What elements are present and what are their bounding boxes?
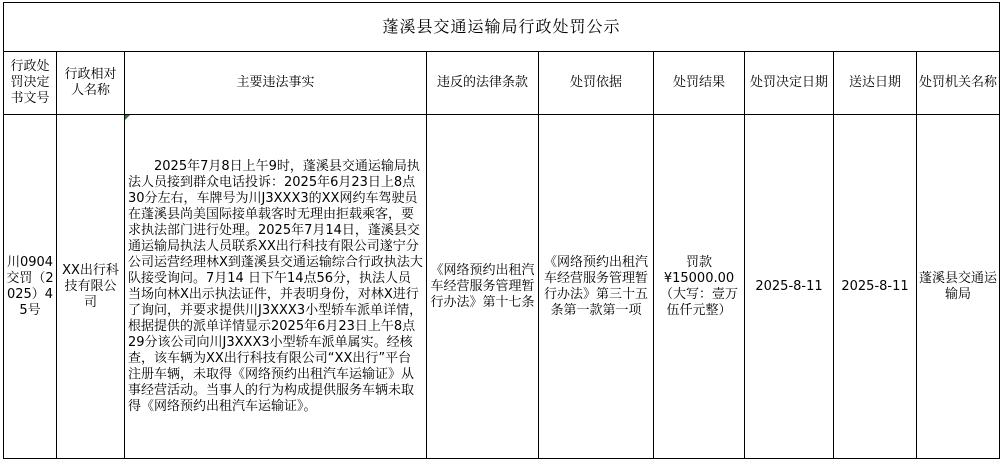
cell-law: 《网络预约出租汽车经营服务管理暂行办法》第十七条 xyxy=(427,115,539,459)
result-line-amount: ¥15000.00 xyxy=(663,270,735,286)
header-basis: 处罚依据 xyxy=(539,52,654,115)
page-title: 蓬溪县交通运输局行政处罚公示 xyxy=(4,3,1000,52)
cell-facts xyxy=(125,115,427,459)
header-party: 行政相对人名称 xyxy=(57,52,125,115)
result-line-capital: （大写：壹万伍仟元整） xyxy=(659,286,738,318)
header-facts: 主要违法事实 xyxy=(125,52,427,115)
cell-basis: 《网络预约出租汽车经营服务管理暂行办法》第三十五条第一款第一项 xyxy=(539,115,654,459)
header-law: 违反的法律条款 xyxy=(427,52,539,115)
cell-comment-marker xyxy=(125,115,130,120)
header-doc-no: 行政处罚决定书文号 xyxy=(4,52,57,115)
cell-decision-date: 2025-8-11 xyxy=(745,115,834,459)
facts-text: 2025年7月8日上午9时，蓬溪县交通运输局执法人员接到群众电话投诉：2025年6月23日上8点30分左右，车牌号为川J3XXX3的XX网约车驾驶员在蓬溪县尚美国际接单载客时无理由拒载乘客，要求执法部门进行处理。2025年7月14日，蓬溪县交通运输局执法人员联系XX出行科技有限公司遂宁分公司运营经理林X到蓬溪县交通运输综合行政执法大队接受询问。7月14 日下午14点56分，执法人员当场向林X出示执法证件，并表明身份，对林X进行了询问，并要求提供川J3XXX3小型轿车派单详情，根据提供的派单详情显示2025年6月23日上午8点29分该公司向川J3XXX3小型轿车派单属实。经核查，该车辆为XX出行科技有限公司“XX出行”平台注册车辆，未取得《网络预约出租汽车运输证》从事经营活动。当事人的行为构成提供服务车辆未取得《网络预约出租汽车运输证》。 xyxy=(128,158,423,414)
cell-doc-no: 川0904交罚（2025）45号 xyxy=(4,115,57,459)
header-row xyxy=(4,52,1000,115)
penalty-table xyxy=(3,2,1000,459)
header-authority: 处罚机关名称 xyxy=(917,52,1000,115)
result-line-penalty: 罚款 xyxy=(685,254,712,270)
header-result: 处罚结果 xyxy=(654,52,745,115)
header-decision-date: 处罚决定日期 xyxy=(745,52,834,115)
table-row xyxy=(4,115,1000,459)
cell-delivery-date: 2025-8-11 xyxy=(834,115,917,459)
cell-result xyxy=(654,115,745,459)
penalty-notice-sheet xyxy=(3,2,999,456)
header-delivery-date: 送达日期 xyxy=(834,52,917,115)
cell-party: XX出行科技有限公司 xyxy=(57,115,125,459)
cell-authority: 蓬溪县交通运输局 xyxy=(917,115,1000,459)
